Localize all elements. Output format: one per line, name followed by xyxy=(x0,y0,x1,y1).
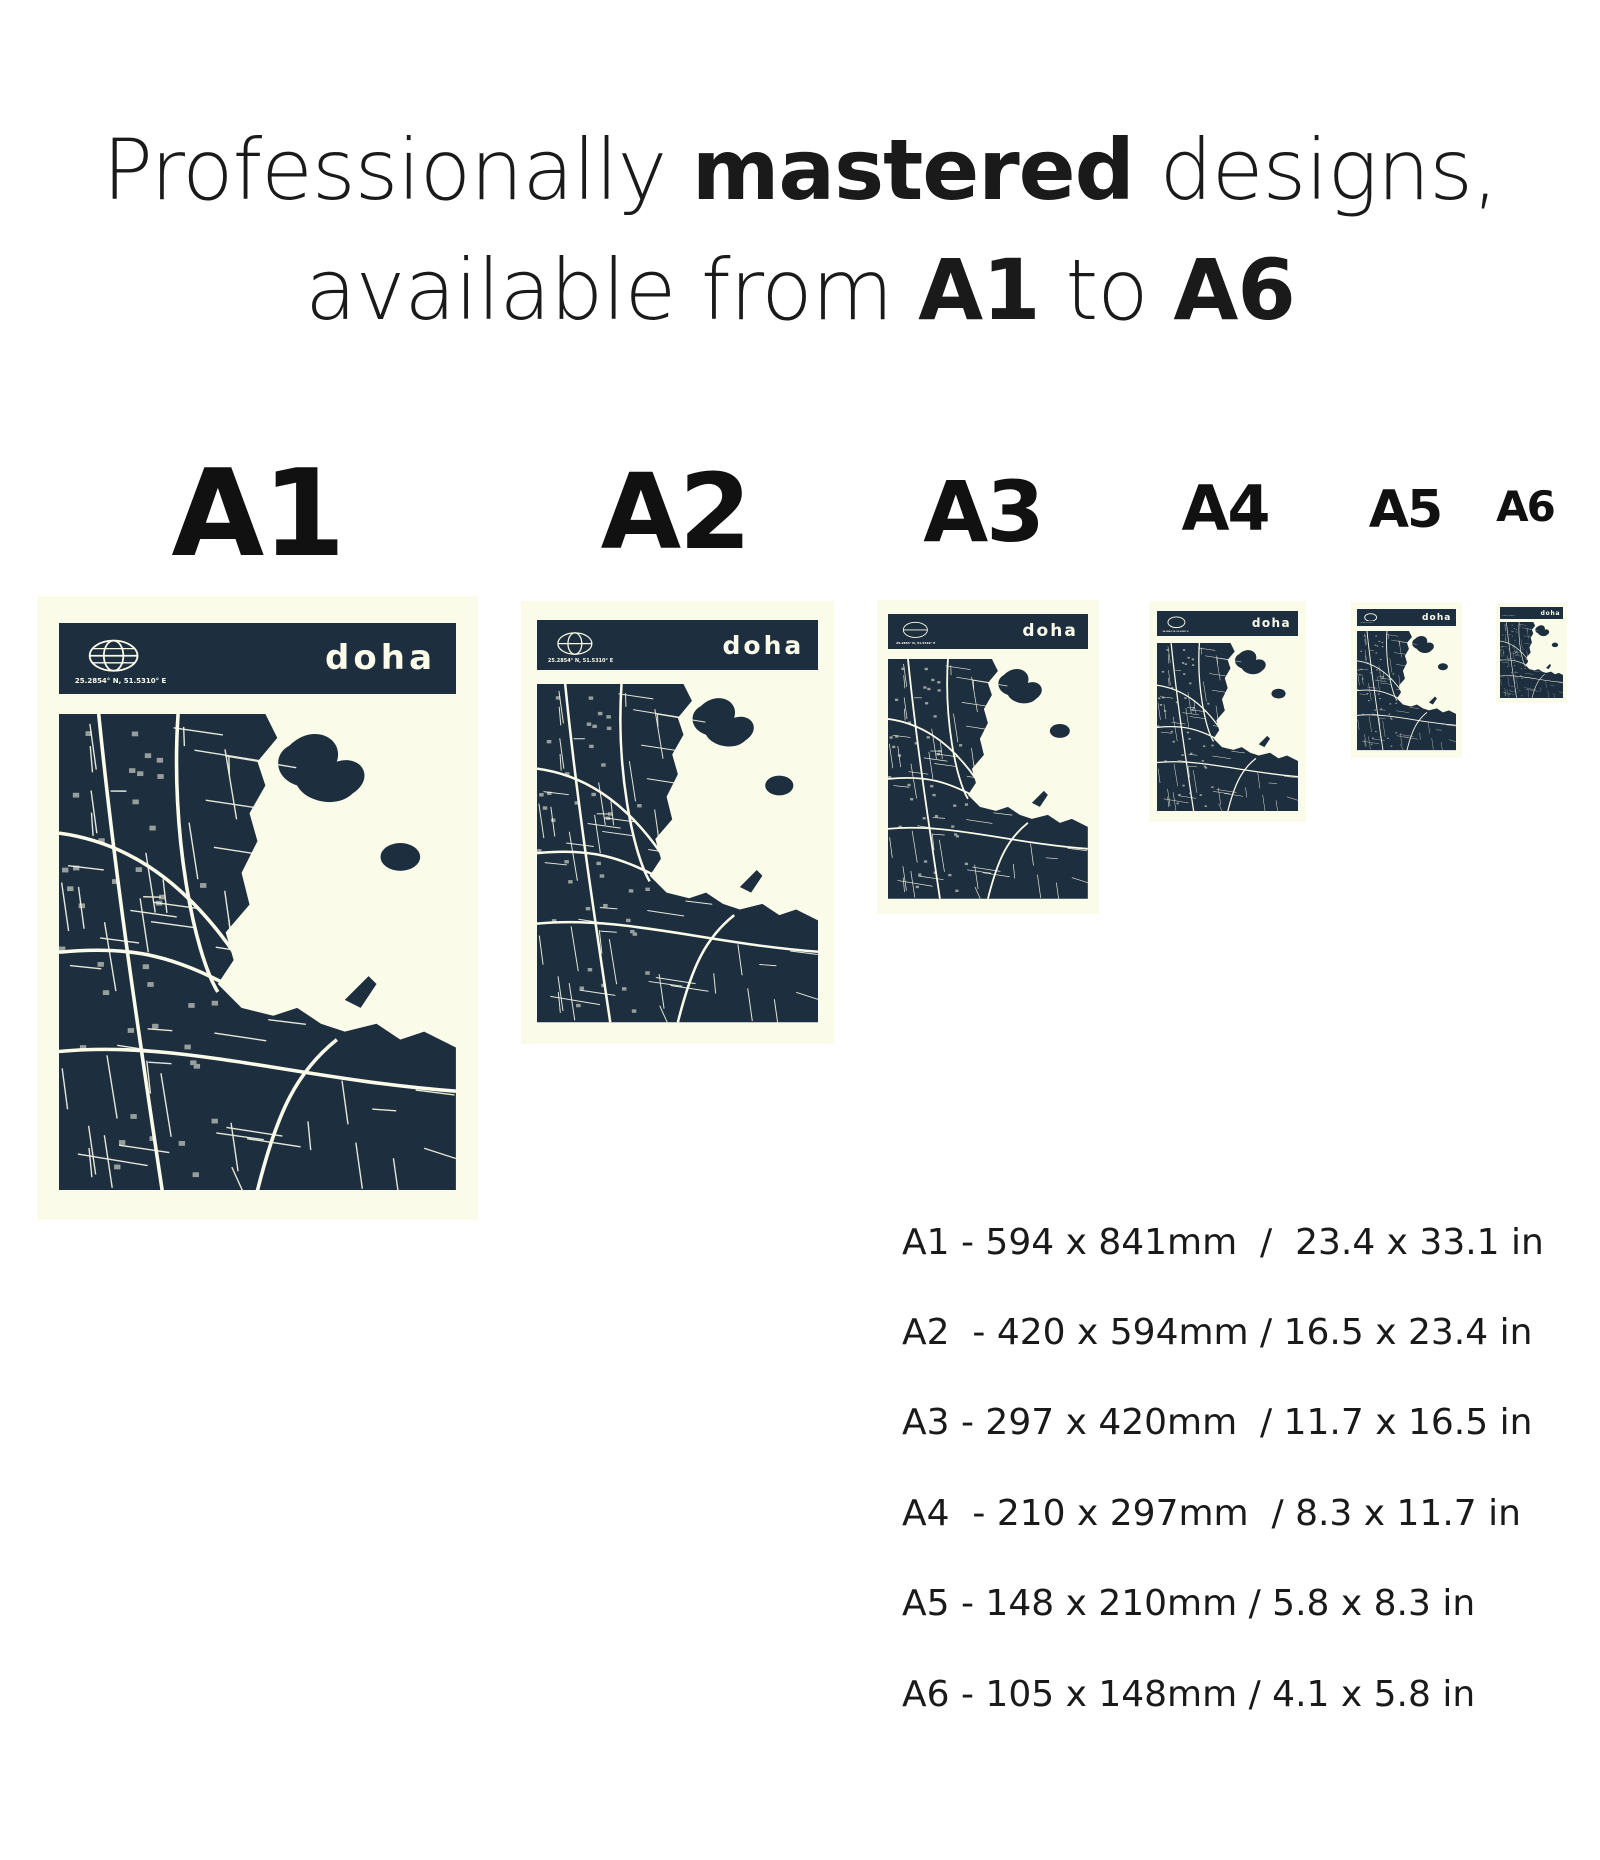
headline-bold-text: A1 xyxy=(918,241,1040,339)
size-label-a1: A1 xyxy=(171,445,344,584)
poster-coordinates: 25.2854° N, 51.5310° E xyxy=(547,658,614,665)
poster-header-band xyxy=(537,620,819,670)
poster-a5 xyxy=(1351,602,1462,758)
size-spec-a2: A2 - 420 x 594mm / 16.5 x 23.4 in xyxy=(902,1312,1533,1353)
poster-a6 xyxy=(1496,603,1567,703)
headline-bold-text: mastered xyxy=(691,121,1134,219)
size-label-a6: A6 xyxy=(1496,482,1554,531)
city-map xyxy=(888,659,1088,899)
poster-coordinates: 25.2854° N, 51.5310° E xyxy=(1360,623,1374,625)
globe-icon xyxy=(1167,616,1186,629)
poster-city-name: doha xyxy=(1022,621,1078,642)
city-map xyxy=(1357,631,1457,750)
globe-icon xyxy=(556,631,594,656)
city-map xyxy=(59,714,456,1190)
globe-icon xyxy=(1364,613,1377,622)
globe-icon xyxy=(902,621,929,639)
size-spec-a3: A3 - 297 x 420mm / 11.7 x 16.5 in xyxy=(902,1402,1533,1443)
city-map xyxy=(1500,622,1564,698)
poster-a1 xyxy=(37,596,478,1220)
globe-icon xyxy=(87,638,140,673)
size-spec-a5: A5 - 148 x 210mm / 5.8 x 8.3 in xyxy=(902,1583,1476,1624)
size-spec-a1: A1 - 594 x 841mm / 23.4 x 33.1 in xyxy=(902,1222,1544,1263)
city-map xyxy=(1157,643,1298,812)
poster-city-name: doha xyxy=(1251,616,1292,631)
headline-text: available from xyxy=(305,241,919,339)
size-spec-a4: A4 - 210 x 297mm / 8.3 x 11.7 in xyxy=(902,1493,1521,1534)
size-spec-a6: A6 - 105 x 148mm / 4.1 x 5.8 in xyxy=(902,1674,1476,1715)
headline-text: Professionally xyxy=(102,121,692,219)
poster-a4 xyxy=(1149,601,1306,822)
poster-city-name: doha xyxy=(1540,609,1561,617)
size-label-a4: A4 xyxy=(1181,472,1269,545)
headline-line-2 xyxy=(0,241,1600,339)
poster-coordinates: 25.2854° N, 51.5310° E xyxy=(74,677,167,686)
poster-coordinates: 25.2854° N, 51.5310° E xyxy=(896,640,936,645)
size-label-a5: A5 xyxy=(1368,480,1442,540)
poster-header-band xyxy=(1357,609,1457,627)
poster-city-name: doha xyxy=(722,631,805,661)
poster-header-band xyxy=(1157,611,1298,636)
headline-text: to xyxy=(1039,241,1174,339)
size-label-a2: A2 xyxy=(600,451,750,573)
poster-a3 xyxy=(877,600,1099,914)
city-map xyxy=(537,684,819,1022)
poster-coordinates: 25.2854° N, 51.5310° E xyxy=(1162,630,1189,633)
size-label-a3: A3 xyxy=(923,463,1043,561)
poster-a2 xyxy=(521,601,834,1044)
poster-city-name: doha xyxy=(1422,612,1452,623)
poster-coordinates: 25.2854° N, 51.5310° E xyxy=(1502,616,1516,618)
poster-header-band xyxy=(1500,607,1564,618)
poster-header-band xyxy=(888,614,1088,650)
headline-line-1 xyxy=(0,121,1600,219)
poster-header-band xyxy=(59,623,456,694)
poster-city-name: doha xyxy=(324,638,437,679)
headline-bold-text: A6 xyxy=(1173,241,1295,339)
headline-text: designs, xyxy=(1133,121,1498,219)
